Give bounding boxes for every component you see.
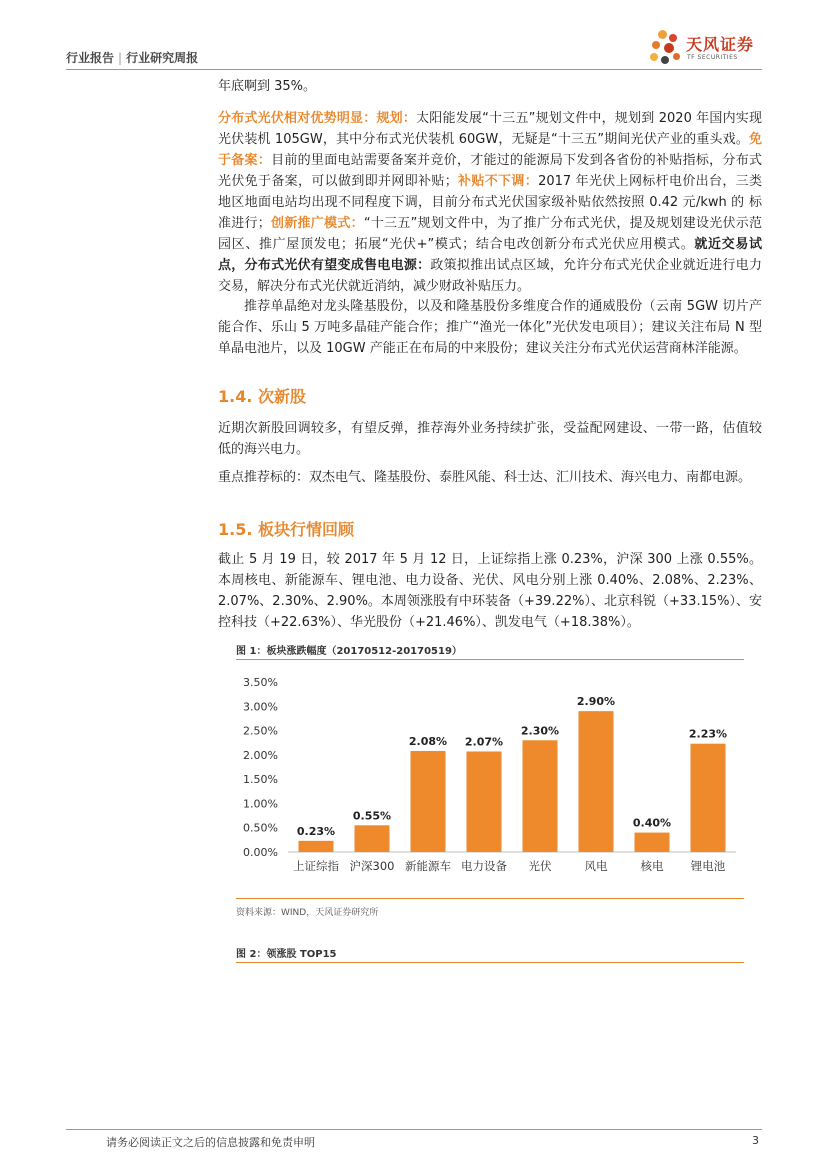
- y-tick-label: 2.50%: [243, 724, 278, 738]
- y-tick-label: 3.50%: [243, 676, 278, 689]
- x-tick-label: 风电: [584, 859, 608, 873]
- figure1-top-rule: [236, 659, 744, 660]
- header-category: 行业报告: [66, 51, 115, 65]
- page-number: 3: [752, 1134, 759, 1147]
- x-tick-label: 核电: [640, 859, 664, 873]
- x-tick-label: 锂电池: [690, 859, 726, 873]
- paragraph-run: 补贴不下调：: [457, 174, 539, 189]
- paragraph-new-stocks: 近期次新股回调较多，有望反弹，推荐海外业务持续扩张，受益配网建设、一带一路，估值较低的海兴电力。: [218, 421, 762, 457]
- paragraph-run: 创新推广模式：: [270, 216, 364, 231]
- bar-chart: [236, 662, 744, 898]
- header-breadcrumb: [66, 49, 198, 66]
- paragraph-run: “十三五”规划文件中，为了推广分布式光伏，提及规划建设光伏示范园区、推广屋顶发电；拓展“光伏+”模式；结合电改创新分布式光伏应用模式。: [218, 216, 762, 252]
- logo-text-cn: 天风证券: [686, 35, 755, 54]
- section-title-1-5: 1.5. 板块行情回顾: [218, 520, 354, 539]
- paragraph-run: 分布式光伏相对优势明显：: [218, 111, 377, 126]
- figure1-bottom-rule: [236, 898, 744, 899]
- data-label: 2.30%: [520, 724, 560, 738]
- paragraph-key-picks: 重点推荐标的：双杰电气、隆基股份、泰胜风能、科士达、汇川技术、海兴电力、南都电源。: [218, 470, 752, 485]
- bar: [411, 751, 446, 852]
- bar: [635, 833, 670, 852]
- figure1-title: 图 1：板块涨跌幅度（20170512-20170519）: [236, 646, 462, 657]
- paragraph-run: 就近交易试点，分布式光伏有望变成售电电源：: [218, 237, 762, 273]
- y-tick-label: 3.00%: [243, 700, 278, 714]
- y-tick-label: 1.00%: [243, 797, 278, 811]
- bar: [523, 740, 558, 852]
- y-tick-label: 0.50%: [243, 821, 278, 835]
- paragraph-run: 太阳能发展“十三五”规划文件中，规划到 2020 年国内实现光伏装机 105GW，其中分布式光伏装机 60GW，无疑是“十三五”期间光伏产业的重头戏。: [218, 111, 762, 147]
- paragraph-run: 政策拟推出试点区域，允许分布式光伏企业就近进行电力交易，解决分布式光伏就近消纳，减少财政补贴压力。: [218, 258, 762, 294]
- paragraph-run: 规划：: [376, 111, 417, 126]
- x-tick-label: 电力设备: [461, 859, 507, 873]
- data-label: 0.55%: [352, 809, 392, 823]
- x-tick-label: 光伏: [528, 859, 552, 873]
- x-tick-label: 上证综指: [293, 859, 339, 873]
- figure1-source: 资料来源：WIND，天风证券研究所: [236, 908, 379, 918]
- header-subcategory: 行业研究周报: [126, 51, 199, 65]
- footer-divider: [66, 1129, 762, 1130]
- company-logo: [646, 26, 766, 72]
- data-label: 0.40%: [632, 816, 672, 830]
- data-label: 2.23%: [688, 727, 728, 741]
- data-label: 2.07%: [464, 735, 504, 749]
- x-tick-label: 沪深300: [349, 859, 395, 873]
- footer-disclaimer: 请务必阅读正文之后的信息披露和免责申明: [106, 1136, 315, 1149]
- bar: [467, 751, 502, 852]
- y-tick-label: 1.50%: [243, 773, 278, 787]
- x-tick-label: 新能源车: [405, 859, 451, 873]
- bar: [691, 744, 726, 852]
- data-label: 0.23%: [296, 824, 336, 838]
- paragraph-recommendation: 推荐单晶绝对龙头隆基股份，以及和隆基股份多维度合作的通威股份（云南 5GW 切片产能合作、乐山 5 万吨多晶硅产能合作；推广“渔光一体化”光伏发电项目）；建议关注布局 N 型单晶电池片，以及 10GW 产能正在布局的中来股份；建议关注分布式光伏运营商林洋能源。: [218, 299, 762, 356]
- figure2-top-rule: [236, 962, 744, 963]
- figure2-title: 图 2：领涨股 TOP15: [236, 949, 337, 960]
- paragraph-run: 2017 年光伏上网标杆电价出台，三类地区地面电站均出现不同程度下调，目前分布式光伏国家级补贴依然按照 0.42 元/kwh 的 标准进行；: [218, 174, 762, 231]
- paragraph-market-review: 截止 5 月 19 日，较 2017 年 5 月 12 日，上证综指上涨 0.23%，沪深 300 上涨 0.55%。本周核电、新能源车、锂电池、电力设备、光伏、风电分别上涨 0.40%、2.08%、2.23%、2.07%、2.30%、2.90%。本周领涨股有中环装备（+39.22%）、北京科锐（+33.15%）、安控科技（+22.63%）、华光股份（+21.46%）、凯发电气（+18.38%）。: [218, 552, 762, 630]
- section-title-1-4: 1.4. 次新股: [218, 387, 306, 406]
- data-label: 2.08%: [408, 734, 448, 748]
- paragraph-distributed-pv-text: [218, 108, 762, 297]
- paragraph-distributed-pv: [218, 108, 762, 297]
- header-separator: |: [118, 51, 123, 65]
- bar: [299, 841, 334, 852]
- y-tick-label: 0.00%: [243, 846, 278, 859]
- text-line-top: 年底啊到 35%。: [218, 79, 317, 94]
- bar: [579, 711, 614, 852]
- header-divider: [66, 69, 762, 70]
- data-label: 2.90%: [576, 695, 616, 709]
- y-tick-label: 2.00%: [243, 748, 278, 762]
- paragraph-run: 目前的里面电站需要备案并竞价，才能过的能源局下发到各省份的补贴指标，分布式光伏免于备案，可以做到即并网即补贴；: [218, 153, 762, 189]
- logo-text-en: TF SECURITIES: [687, 54, 738, 61]
- bar: [355, 825, 390, 852]
- paragraph-run: 免于备案：: [218, 132, 762, 168]
